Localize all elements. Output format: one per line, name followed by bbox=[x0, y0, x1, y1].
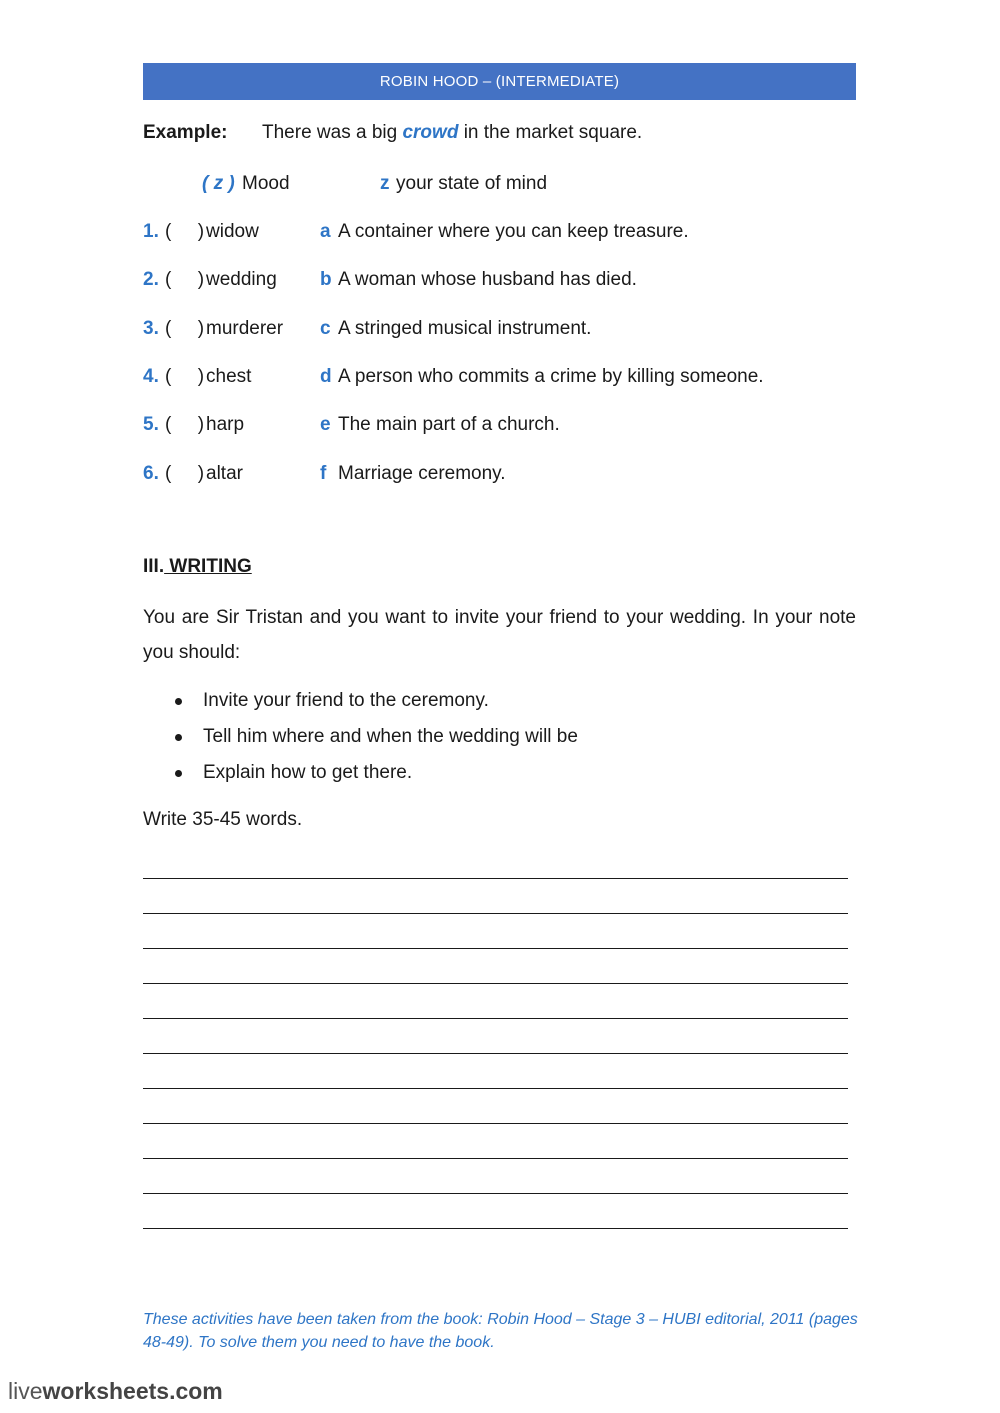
example-definition: your state of mind bbox=[396, 173, 548, 194]
vocab-word: wedding bbox=[206, 269, 277, 290]
vocab-word: murderer bbox=[206, 318, 284, 339]
task-bullet-list bbox=[143, 687, 578, 795]
answer-line[interactable] bbox=[143, 949, 848, 984]
definition-text: A container where you can keep treasure. bbox=[338, 221, 689, 242]
definition-text: Marriage ceremony. bbox=[338, 463, 506, 484]
answer-line[interactable] bbox=[143, 1019, 848, 1054]
site-logo bbox=[8, 1378, 223, 1405]
answer-lines bbox=[143, 844, 848, 1229]
answer-line[interactable] bbox=[143, 879, 848, 914]
answer-blank[interactable]: ( ) bbox=[165, 414, 205, 435]
example-label: Example: bbox=[143, 122, 228, 143]
vocab-word: widow bbox=[206, 221, 259, 242]
section-title: WRITING bbox=[164, 556, 252, 577]
logo-strong: worksheets bbox=[42, 1378, 170, 1404]
answer-line[interactable] bbox=[143, 1089, 848, 1124]
answer-line[interactable] bbox=[143, 1194, 848, 1229]
item-number: 5. bbox=[143, 414, 159, 435]
answer-line[interactable] bbox=[143, 1159, 848, 1194]
definition-letter: e bbox=[320, 414, 331, 435]
answer-blank[interactable]: ( ) bbox=[165, 463, 205, 484]
item-number: 3. bbox=[143, 318, 159, 339]
section-number: III. bbox=[143, 556, 165, 577]
answer-line[interactable] bbox=[143, 914, 848, 949]
definition-text: The main part of a church. bbox=[338, 414, 560, 435]
example-text-after: in the market square. bbox=[458, 122, 643, 143]
item-number: 4. bbox=[143, 366, 159, 387]
worksheet-header bbox=[143, 63, 856, 100]
example-keyword: crowd bbox=[402, 122, 459, 143]
logo-suffix: .com bbox=[169, 1378, 223, 1404]
example-letter: z bbox=[380, 173, 390, 194]
item-number: 6. bbox=[143, 463, 159, 484]
definition-letter: f bbox=[320, 463, 327, 484]
example-word: Mood bbox=[242, 173, 290, 194]
word-count-instruction: Write 35-45 words. bbox=[143, 809, 303, 830]
answer-line[interactable] bbox=[143, 1054, 848, 1089]
answer-line[interactable] bbox=[143, 844, 848, 879]
vocab-word: harp bbox=[206, 414, 245, 435]
worksheet-title: ROBIN HOOD – (INTERMEDIATE) bbox=[379, 73, 620, 90]
definition-text: A stringed musical instrument. bbox=[338, 318, 592, 339]
answer-blank[interactable]: ( ) bbox=[165, 366, 205, 387]
bullet-text: Tell him where and when the wedding will be bbox=[203, 726, 578, 747]
bullet-text: Invite your friend to the ceremony. bbox=[203, 690, 489, 711]
item-number: 1. bbox=[143, 221, 159, 242]
example-answer: ( z ) bbox=[202, 173, 235, 194]
bullet-dot-icon bbox=[175, 698, 182, 705]
logo-light: live bbox=[8, 1378, 43, 1404]
definition-text: A woman whose husband has died. bbox=[338, 269, 637, 290]
bullet-text: Explain how to get there. bbox=[203, 762, 413, 783]
task-bullet bbox=[143, 759, 578, 795]
answer-blank[interactable]: ( ) bbox=[165, 269, 205, 290]
definition-letter: a bbox=[320, 221, 331, 242]
definition-letter: c bbox=[320, 318, 331, 339]
bullet-dot-icon bbox=[175, 770, 182, 777]
task-bullet bbox=[143, 687, 578, 723]
task-bullet bbox=[143, 723, 578, 759]
vocab-word: altar bbox=[206, 463, 243, 484]
definition-letter: d bbox=[320, 366, 332, 387]
answer-blank[interactable]: ( ) bbox=[165, 221, 205, 242]
definition-text: A person who commits a crime by killing someone. bbox=[338, 366, 764, 387]
section-heading bbox=[143, 556, 252, 578]
bullet-dot-icon bbox=[175, 734, 182, 741]
source-note: These activities have been taken from the book: Robin Hood – Stage 3 – HUBI editorial, 2011 (pages 48-49). To solve them you need to have the book. bbox=[143, 1311, 858, 1351]
example-text-before: There was a big bbox=[262, 122, 403, 143]
answer-blank[interactable]: ( ) bbox=[165, 318, 205, 339]
definition-letter: b bbox=[320, 269, 332, 290]
answer-line[interactable] bbox=[143, 984, 848, 1019]
vocab-word: chest bbox=[206, 366, 252, 387]
writing-prompt: You are Sir Tristan and you want to invite your friend to your wedding. In your note you should: bbox=[143, 607, 856, 663]
item-number: 2. bbox=[143, 269, 159, 290]
example-sentence bbox=[143, 122, 642, 144]
answer-line[interactable] bbox=[143, 1124, 848, 1159]
